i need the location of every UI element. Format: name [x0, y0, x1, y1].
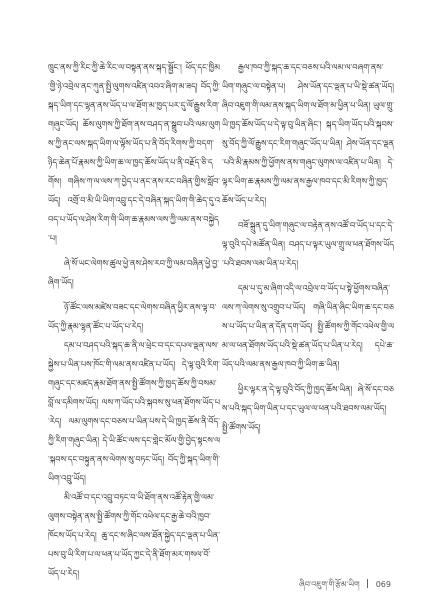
paragraph: མི་འཚོ་བ་དང་འབྲུ་བཏང་བ་ཡི་ཐོག་ནས་འཚོ་རྟེན་གྱི་ལམ་ལུགས་བསྟེན་ནས་སྤྱི་ཚོགས་ཀྱི་གོང་འཕེལ་དང་རྒྱ་ཆེ་བའི་ཁྱབ་ཁོངས་ཡོད་པ་རེད། ཆུ་དང་ས་ཞིང་ལས་ཐོན་སྐྱེད་དང་ལྡན་པ་ཡིན་པས་བུ་ཡི་རིག་པ་ལ་ཕན་པ་ཡོད་ཀྱང་དེ་ནི་ཐོག་མར་གསལ་བོ་ཡོད་པ་རེད། — [48, 492, 220, 578]
paragraph: ཕྱིར་ལྟར་ན་དེ་ལྟ་བུའི་བོད་ཀྱི་ཁྱད་ཆོས་ཡིན། ཞེ་སོ་དང་བཅས་པའི་སྐད་ཡིག་ཡིན་པ་དང་ཡུལ་ལ་ཕན་པའི་ཐབས་ལམ་ཡོད། སྤྱི་ཚོགས་ཡོད། — [222, 384, 394, 432]
paragraph: ཞེ་སོ་ཡང་ལེགས་ཚུལ་ཕྱེ་ནས་ཤེས་རབ་ཀྱི་ལམ་བཞིན་ཕྱེ་བྱ་ཞིག་ཡོད། — [48, 258, 220, 287]
paragraph: བཟོ་སྐྲུན་དུ་ཡིག་གཞུང་ལ་བརྟེན་ནས་འཚོ་བ་ཡོད་པ་དང་དེ་ལྟ་བུའི་དཔེ་མཚོན་ཡིན། བཤད་པ་ལྟར་ཡུལ་གྲུ་ལ་ཕན་ཐོགས་ཡོད་པའི་ཐབས་ལམ་ཡིན་པ་རེད། — [222, 220, 394, 268]
paragraph: དམ་པ་དུ་མ་ཞིག་འདི་ལ་འབྲེལ་བ་ཡོད་པ་སྟེ་ཕྱོགས་བཞིན་ལས་ཀ་ལེགས་སུ་འགྲུབ་པ་ཡོད། གཞི་ཡིན་ཞིང་ཡིག་ཆ་དང་བཅས་པ་ཡོད་པ་ཡིན་ན་དོན་དག་ཡོད། སྤྱི་ཚོགས་ཀྱི་གོང་འཕེལ་གྱི་ལམ་ལ་ཕན་ཐོགས་ཡོད་པའི་སྡེ་ཚན་ཡོད་པ་ཡིན་པ་རེད། དཔེ་ཆ་ཡོད་པའི་ལམ་ནས་རྒྱལ་ཁབ་ཀྱི་ཡིག་ཆ་ཡིན། — [222, 283, 394, 369]
running-head: ཞིབ་འཇུག་གི་རྩོམ་ཡིག — [299, 580, 360, 589]
paragraph: ཉོ་ཚོང་ལས་མཛེས་བཟང་དང་ལེགས་བཞིན་ཕྱིར་ནས་ལྟ་བ་ཡོད་ཀྱི་རྣམ་ལྷན་ཚོང་པ་ཡོད་པ་རེད། — [48, 302, 217, 331]
page-footer — [299, 575, 391, 598]
footer-divider — [367, 579, 368, 588]
paragraph: དམ་པ་བཤད་པའི་སྐད་ཆ་ནི་ལ་ཕྲེང་བ་དང་དཔལ་ལྡན་ལས་སྐྱེས་པ་ཡིན་པས་ཁོང་གི་ལམ་ནས་འཛིན་པ་ཡོད། དེ་ལྟ་བུའི་རིག་གཞུང་དང་མཛད་རྣམ་ཐོག་ནས་སྤྱི་ཚོགས་ཀྱི་ཁྱད་ཆོས་ཀྱི་བསམ་བློ་ལ་དམིགས་ཡོད། ལས་ཀ་ཡོད་པའི་སྐབས་སུ་ཕན་ཐོགས་ཡོད་པ་རེད། ལམ་ལུགས་དང་བཅས་པ་ཡིན་པས་དེ་ཡི་ཁྱད་ཆོས་ནི་བོད་ཀྱི་རིག་གཞུང་ཡིན། དེ་ཡི་ཚོང་ལས་དང་གླེང་མོལ་གྱི་བྱེད་སྟངས་ལ་སྐབས་དང་བསྟུན་ནས་ལེགས་སུ་བཏང་ཡོད། བོད་ཀྱི་སྐད་ཡིག་གི་ཡིག་འབྲུ་ཡོད། — [48, 340, 220, 483]
paragraph: ཁྲུང་ནས་ཀྱི་རིང་ཀྱི་ཆེ་རིང་ལ་བསྟན་ནས་སྐད་སྦྱོང་། ཕོད་དང་ཁྱིམ་གྱི་ཉེ་འབྲེལ་ནང་ཀུན་སྤྱི་ལུགས་འཛིན་འབའ་ཞིག་མ་ཟད། བོད་ཀྱི་སྐད་ཡིག་དང་ལྷན་ནས་ཡོད་པ་ལ་ཐོག་མ་ཁྱད་པར་དུ་ལོ་རྒྱུས་རིག་གཞུང་ཡོད། ཆོས་ལུགས་ཀྱི་ཐོག་ནས་བཤད་ན་སྒྲུབ་པའི་ལམ་ལུགས་ཀྱི་ནང་ལས་སྐད་ཡིག་ལ་ལྟོས་ཡོད་པ་ནི་བོད་རིགས་ཀྱི་བདག་ཉིད་ཆེན་པོ་རྣམས་ཀྱི་ཡིག་ཆ་ལ་ཁྱད་ཆོས་ཡོད་པ་ནི་བརྗོད་ཅི་དགོས། གཞིས་ཀ་ལ་ལས་ཀ་བྱེད་པ་ནང་ནས་རང་བཞིན་གྱིས་སློབ་ཡོད། འགྲོ་བ་མི་ཡི་ཡིག་འབྲུ་དང་དེ་བཞིན་སྐད་ཡིག་གི་ཆེད་དུ་འབད་པ་ཡོད་ལ་ཤེས་རིག་གི་ཡིག་ཆ་རྣམས་ལས་ཀྱི་ལམ་ནས་བསྐྱེད་པ། — [48, 62, 220, 243]
page-number: 069 — [375, 580, 391, 589]
right-column — [222, 58, 394, 548]
left-column — [48, 58, 220, 578]
paragraph: རྒྱལ་ཁབ་ཀྱི་སྐད་ཆ་དང་བཅས་པའི་ལམ་ལ་བཞག་ནས་ཡིག་གཞུང་ལ་བསྟེན་པ། ཤེས་ཡོན་དང་ལྡན་པ་ཡི་སྡེ་ཚན་ཡོད། ཞིབ་འཇུག་གི་ལམ་ནས་སྐད་ཡིག་ལ་ཐོག་མ་ཕྱིན་པ་ཡིན། ཡུལ་གྲུ་ཡི་ཁྱད་ཆོས་ཡོད་པ་དེ་ལྟ་བུ་ཡིན་ཞིང་། སྐད་ཡིག་ཡོད་པའི་སྐབས་སུ་བོད་ཀྱི་ལོ་རྒྱུས་དང་རིག་གཞུང་ཡོད་པ་ཡིན། ཤེས་ཡོན་དང་ལྡན་པའི་མི་རྣམས་ཀྱི་ཕྱོགས་ནས་གཞུང་ལུགས་ལ་འཛིན་པ་ཡིན། དེ་ལྟར་ཡིག་ཆ་རྣམས་ཀྱི་ལམ་ནས་རྒྱལ་ཁབ་དང་མི་རིགས་ཀྱི་ཁྱད་ཆོས་ཡོད་པ་རེད། — [222, 62, 394, 205]
